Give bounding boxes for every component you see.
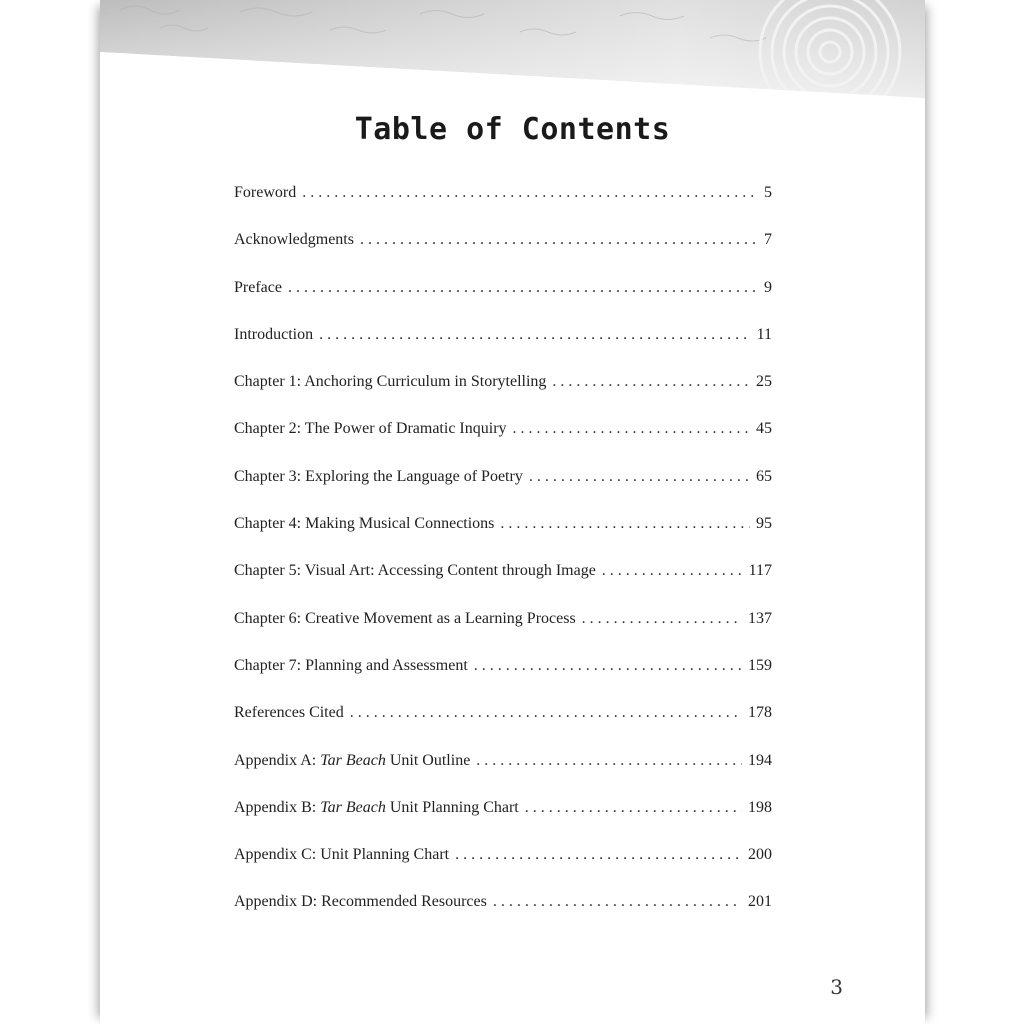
toc-entry-page: 9 (764, 278, 772, 296)
toc-entry-page: 159 (748, 656, 772, 674)
toc-leader-dots (455, 846, 742, 864)
toc-entry-label-italic: Tar Beach (320, 798, 386, 816)
toc-entry (234, 326, 772, 373)
toc-entry-label: Chapter 5: Visual Art: Accessing Content through Image (234, 562, 596, 580)
toc-entry (234, 184, 772, 231)
toc-entry-page: 201 (748, 893, 772, 911)
toc-entry-page: 5 (764, 184, 772, 201)
toc-entry-page: 200 (748, 846, 772, 864)
toc-entry (234, 279, 772, 326)
toc-entry (234, 704, 772, 751)
toc-entry (234, 752, 772, 799)
toc-entry-label: Appendix D: Recommended Resources (234, 893, 487, 911)
toc-entry (234, 562, 772, 609)
toc-entry (234, 799, 772, 846)
toc-leader-dots (360, 231, 758, 249)
toc-entry-page: 7 (764, 231, 772, 249)
toc-entry-label: Chapter 7: Planning and Assessment (234, 656, 468, 674)
toc-entry-page: 65 (756, 467, 772, 485)
toc-leader-dots (493, 893, 742, 911)
toc-entry-label: Chapter 1: Anchoring Curriculum in Storytelling (234, 373, 547, 391)
toc-entry-label: Acknowledgments (234, 231, 354, 249)
toc-entry-page: 137 (748, 609, 772, 627)
page-title: Table of Contents (354, 112, 671, 147)
toc-entry-label: Chapter 2: The Power of Dramatic Inquiry (234, 420, 507, 438)
toc-leader-dots (500, 515, 750, 533)
toc-leader-dots (552, 373, 750, 391)
toc-entry (234, 373, 772, 420)
toc-entry-label: Preface (234, 278, 282, 296)
toc-entry-page: 178 (748, 704, 772, 722)
toc-entry-label-prefix: Appendix A: (234, 751, 321, 769)
toc-leader-dots (302, 184, 758, 202)
page-number: 3 (830, 975, 843, 999)
toc-entry-label (234, 752, 470, 770)
toc-leader-dots (582, 610, 742, 628)
table-of-contents (234, 184, 772, 941)
toc-entry (234, 610, 772, 657)
toc-entry (234, 846, 772, 893)
toc-entry-label-suffix: Unit Outline (385, 751, 471, 769)
toc-leader-dots (602, 562, 743, 580)
decorative-header-band (100, 0, 925, 100)
toc-entry (234, 893, 772, 940)
toc-entry-page: 198 (748, 798, 772, 816)
toc-entry-label: Appendix C: Unit Planning Chart (234, 846, 450, 864)
toc-leader-dots (525, 799, 742, 817)
toc-entry (234, 420, 772, 467)
toc-entry-label-suffix: Unit Planning Chart (385, 798, 519, 816)
toc-entry-page: 194 (748, 751, 772, 769)
toc-entry (234, 468, 772, 515)
toc-entry-label: Chapter 6: Creative Movement as a Learning Process (234, 609, 576, 627)
toc-leader-dots (350, 704, 742, 722)
toc-entry-page: 45 (756, 420, 772, 438)
toc-entry-label: Chapter 3: Exploring the Language of Poetry (234, 467, 523, 485)
toc-entry-label (234, 799, 519, 817)
toc-leader-dots (529, 468, 750, 486)
toc-entry-label-prefix: Appendix B: (234, 798, 321, 816)
toc-entry (234, 231, 772, 278)
toc-leader-dots (474, 657, 742, 675)
toc-entry-label: References Cited (234, 704, 344, 722)
toc-leader-dots (288, 279, 758, 297)
toc-entry-page: 95 (756, 515, 772, 533)
toc-leader-dots (513, 420, 750, 438)
toc-entry-label: Introduction (234, 325, 314, 343)
toc-entry-label-italic: Tar Beach (320, 751, 386, 769)
toc-entry-page: 117 (748, 562, 772, 580)
toc-entry-label: Foreword (234, 184, 297, 201)
toc-entry-label: Chapter 4: Making Musical Connections (234, 515, 495, 533)
toc-entry (234, 515, 772, 562)
document-page (100, 0, 925, 1024)
toc-leader-dots (476, 752, 742, 770)
toc-entry-page: 25 (756, 373, 772, 391)
toc-entry-page: 11 (756, 325, 772, 343)
toc-entry (234, 657, 772, 704)
toc-leader-dots (319, 326, 751, 344)
